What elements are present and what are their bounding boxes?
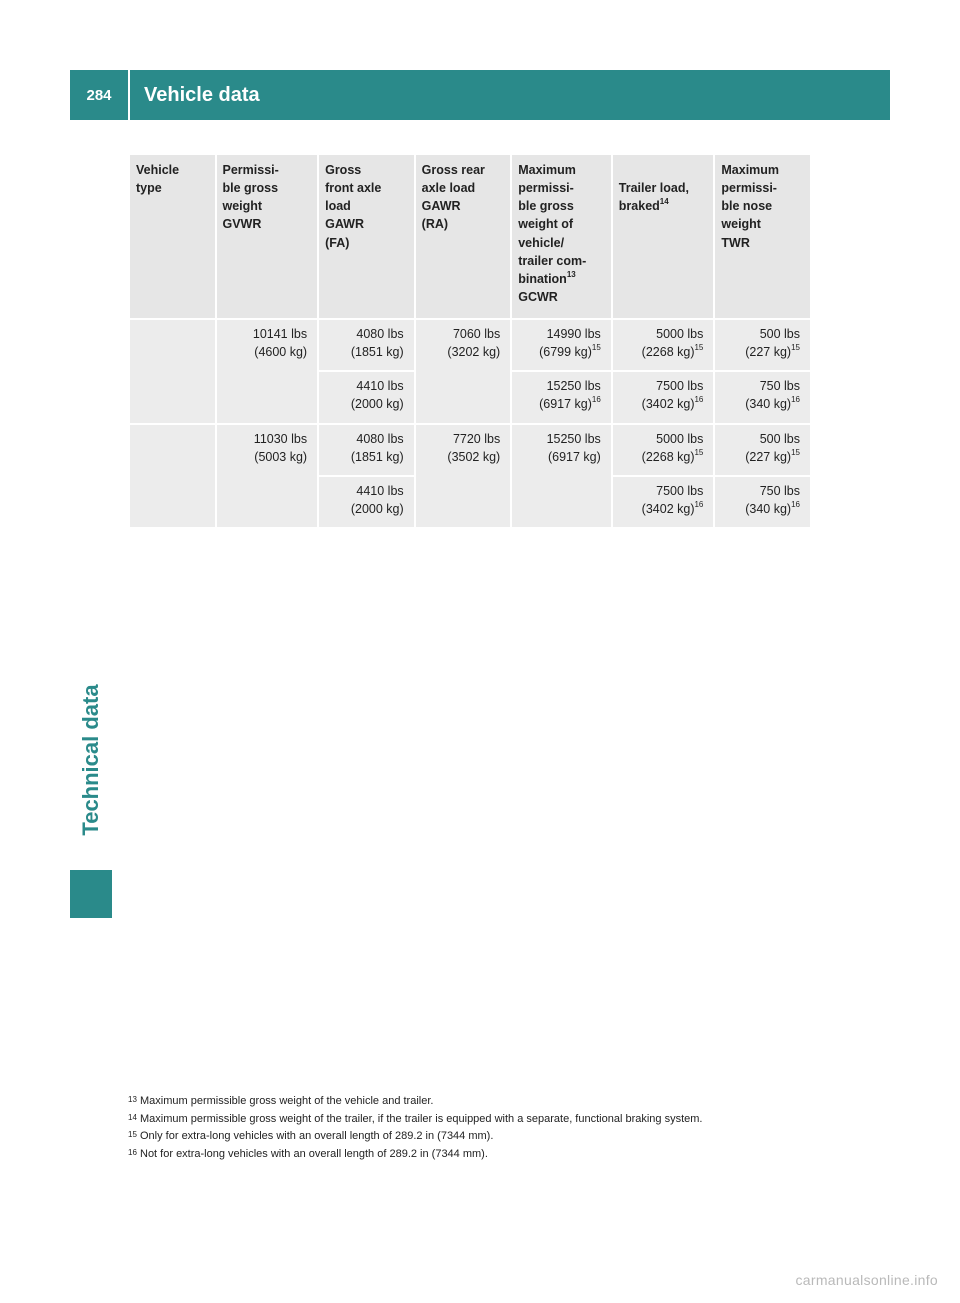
page-number: 284 bbox=[70, 70, 130, 120]
cell-gvwr: 10141 lbs (4600 kg) bbox=[217, 318, 318, 423]
cell-gcwr: 15250 lbs (6917 kg)$^{16}$ bbox=[512, 370, 611, 422]
table-header-row bbox=[130, 155, 810, 318]
footnote: 15 Only for extra-long vehicles with an overall length of 289.2 in (7344 mm). bbox=[128, 1130, 494, 1143]
cell-vehicle-type bbox=[130, 423, 215, 528]
cell-trailer-load: 5000 lbs (2268 kg)$^{15}$ bbox=[613, 318, 714, 370]
footnote-ref: 13 bbox=[566, 269, 576, 279]
header-gcwr: Maximum permissi- ble gross weight of vehicle/ trailer com- bination$^{13}$ GCWR bbox=[512, 155, 611, 318]
watermark[interactable]: carmanualsonline.info bbox=[795, 1272, 938, 1288]
chapter-tab-marker bbox=[70, 870, 112, 918]
footnote: 16 Not for extra-long vehicles with an overall length of 289.2 in (7344 mm). bbox=[128, 1147, 488, 1160]
cell-twr: 500 lbs (227 kg)$^{15}$ bbox=[715, 423, 810, 475]
cell-twr: 750 lbs (340 kg)$^{16}$ bbox=[715, 475, 810, 527]
header-vehicle-type: Vehicle type bbox=[130, 155, 215, 318]
cell-trailer-load: 5000 lbs (2268 kg)$^{15}$ bbox=[613, 423, 714, 475]
page-header bbox=[70, 70, 890, 120]
cell-gcwr: 15250 lbs (6917 kg) bbox=[512, 423, 611, 528]
cell-vehicle-type bbox=[130, 318, 215, 423]
chapter-tab[interactable] bbox=[70, 650, 112, 870]
footnote-ref: 14 bbox=[659, 197, 669, 207]
footnotes bbox=[128, 1093, 828, 1163]
cell-trailer-load: 7500 lbs (3402 kg)$^{16}$ bbox=[613, 370, 714, 422]
cell-gvwr: 11030 lbs (5003 kg) bbox=[217, 423, 318, 528]
cell-gawr-ra: 7060 lbs (3202 kg) bbox=[416, 318, 511, 423]
cell-trailer-load: 7500 lbs (3402 kg)$^{16}$ bbox=[613, 475, 714, 527]
cell-gcwr: 14990 lbs (6799 kg)$^{15}$ bbox=[512, 318, 611, 370]
cell-twr: 750 lbs (340 kg)$^{16}$ bbox=[715, 370, 810, 422]
cell-gawr-fa: 4080 lbs (1851 kg) bbox=[319, 423, 414, 475]
footnote: 14 Maximum permissible gross weight of the trailer, if the trailer is equipped with a separate, functional braking system. bbox=[128, 1112, 703, 1125]
cell-gawr-fa: 4080 lbs (1851 kg) bbox=[319, 318, 414, 370]
vehicle-data-table bbox=[128, 155, 812, 527]
header-gawr-fa: Gross front axle load GAWR (FA) bbox=[319, 155, 414, 318]
header-twr: Maximum permissi- ble nose weight TWR bbox=[715, 155, 810, 318]
footnote: 13 Maximum permissible gross weight of the vehicle and trailer. bbox=[128, 1095, 434, 1107]
cell-twr: 500 lbs (227 kg)$^{15}$ bbox=[715, 318, 810, 370]
header-gawr-ra: Gross rear axle load GAWR (RA) bbox=[416, 155, 511, 318]
chapter-tab-label: Technical data bbox=[78, 684, 103, 836]
table-row bbox=[130, 318, 810, 370]
section-title: Vehicle data bbox=[144, 83, 260, 106]
cell-gawr-ra: 7720 lbs (3502 kg) bbox=[416, 423, 511, 528]
table-row bbox=[130, 423, 810, 475]
header-trailer-load: Trailer load, braked$^{14}$ bbox=[613, 155, 714, 318]
header-gvwr: Permissi- ble gross weight GVWR bbox=[217, 155, 318, 318]
cell-gawr-fa: 4410 lbs (2000 kg) bbox=[319, 475, 414, 527]
cell-gawr-fa: 4410 lbs (2000 kg) bbox=[319, 370, 414, 422]
